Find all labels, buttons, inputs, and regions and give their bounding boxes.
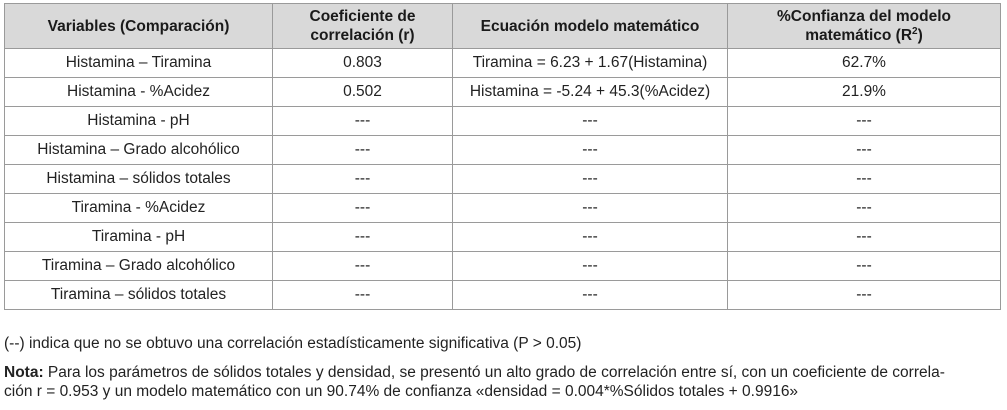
cell-ecuacion: --- bbox=[453, 165, 728, 194]
cell-variables: Histamina - pH bbox=[5, 107, 273, 136]
significance-footnote: (--) indica que no se obtuvo una correlación estadísticamente significativa (P > 0.05) bbox=[4, 335, 582, 352]
cell-confianza: --- bbox=[728, 107, 1001, 136]
nota-text-2: ción r = 0.953 y un modelo matemático con un 90.74% de confianza «densidad = 0.004*%Sólidos totales + 0.9916» bbox=[4, 383, 799, 400]
table-row bbox=[5, 107, 1001, 136]
header-coef-line2: correlación (r) bbox=[310, 27, 415, 44]
table-row bbox=[5, 194, 1001, 223]
cell-confianza: --- bbox=[728, 281, 1001, 310]
header-variables bbox=[5, 4, 273, 49]
table-row bbox=[5, 49, 1001, 78]
cell-ecuacion: Tiramina = 6.23 + 1.67(Histamina) bbox=[453, 49, 728, 78]
cell-ecuacion: --- bbox=[453, 281, 728, 310]
table-row bbox=[5, 223, 1001, 252]
cell-coeficiente: --- bbox=[273, 107, 453, 136]
header-coef-line1: Coeficiente de bbox=[309, 8, 416, 25]
cell-variables: Tiramina - pH bbox=[5, 223, 273, 252]
cell-ecuacion: --- bbox=[453, 136, 728, 165]
header-confianza-superscript: 2 bbox=[912, 25, 918, 37]
cell-confianza: 62.7% bbox=[728, 49, 1001, 78]
cell-confianza: 21.9% bbox=[728, 78, 1001, 107]
header-row bbox=[5, 4, 1001, 49]
cell-confianza: --- bbox=[728, 194, 1001, 223]
cell-ecuacion: --- bbox=[453, 194, 728, 223]
table-row bbox=[5, 136, 1001, 165]
cell-variables: Histamina – sólidos totales bbox=[5, 165, 273, 194]
cell-coeficiente: --- bbox=[273, 194, 453, 223]
cell-coeficiente: --- bbox=[273, 165, 453, 194]
cell-variables: Histamina – Tiramina bbox=[5, 49, 273, 78]
cell-confianza: --- bbox=[728, 223, 1001, 252]
table-header bbox=[5, 4, 1001, 49]
nota-label: Nota: bbox=[4, 364, 44, 381]
cell-confianza: --- bbox=[728, 136, 1001, 165]
cell-coeficiente: --- bbox=[273, 252, 453, 281]
cell-ecuacion: --- bbox=[453, 223, 728, 252]
header-variables-label: Variables (Comparación) bbox=[47, 17, 230, 35]
cell-variables: Tiramina – Grado alcohólico bbox=[5, 252, 273, 281]
nota-line-1 bbox=[4, 363, 1002, 382]
cell-ecuacion: --- bbox=[453, 252, 728, 281]
cell-coeficiente: --- bbox=[273, 223, 453, 252]
table-body bbox=[5, 49, 1001, 310]
header-confianza-line2-suffix: ) bbox=[917, 27, 923, 44]
cell-coeficiente: 0.502 bbox=[273, 78, 453, 107]
cell-confianza: --- bbox=[728, 252, 1001, 281]
header-confianza bbox=[728, 4, 1001, 49]
header-coeficiente bbox=[273, 4, 453, 49]
cell-coeficiente: --- bbox=[273, 281, 453, 310]
cell-variables: Tiramina – sólidos totales bbox=[5, 281, 273, 310]
cell-variables: Histamina - %Acidez bbox=[5, 78, 273, 107]
cell-variables: Histamina – Grado alcohólico bbox=[5, 136, 273, 165]
table-row bbox=[5, 78, 1001, 107]
cell-confianza: --- bbox=[728, 165, 1001, 194]
header-ecuacion-label: Ecuación modelo matemático bbox=[480, 17, 700, 35]
nota-text-1: Para los parámetros de sólidos totales y densidad, se presentó un alto grado de correlación entre sí, con un coeficiente de correla- bbox=[43, 364, 945, 381]
cell-variables: Tiramina - %Acidez bbox=[5, 194, 273, 223]
cell-coeficiente: --- bbox=[273, 136, 453, 165]
header-confianza-line2-prefix: matemático (R bbox=[805, 27, 913, 44]
header-confianza-line1: %Confianza del modelo bbox=[777, 8, 951, 25]
cell-ecuacion: Histamina = -5.24 + 45.3(%Acidez) bbox=[453, 78, 728, 107]
table-row bbox=[5, 252, 1001, 281]
table-row bbox=[5, 281, 1001, 310]
correlation-table bbox=[4, 3, 1001, 310]
header-ecuacion bbox=[453, 4, 728, 49]
table-row bbox=[5, 165, 1001, 194]
cell-coeficiente: 0.803 bbox=[273, 49, 453, 78]
cell-ecuacion: --- bbox=[453, 107, 728, 136]
nota-paragraph bbox=[4, 363, 1002, 401]
